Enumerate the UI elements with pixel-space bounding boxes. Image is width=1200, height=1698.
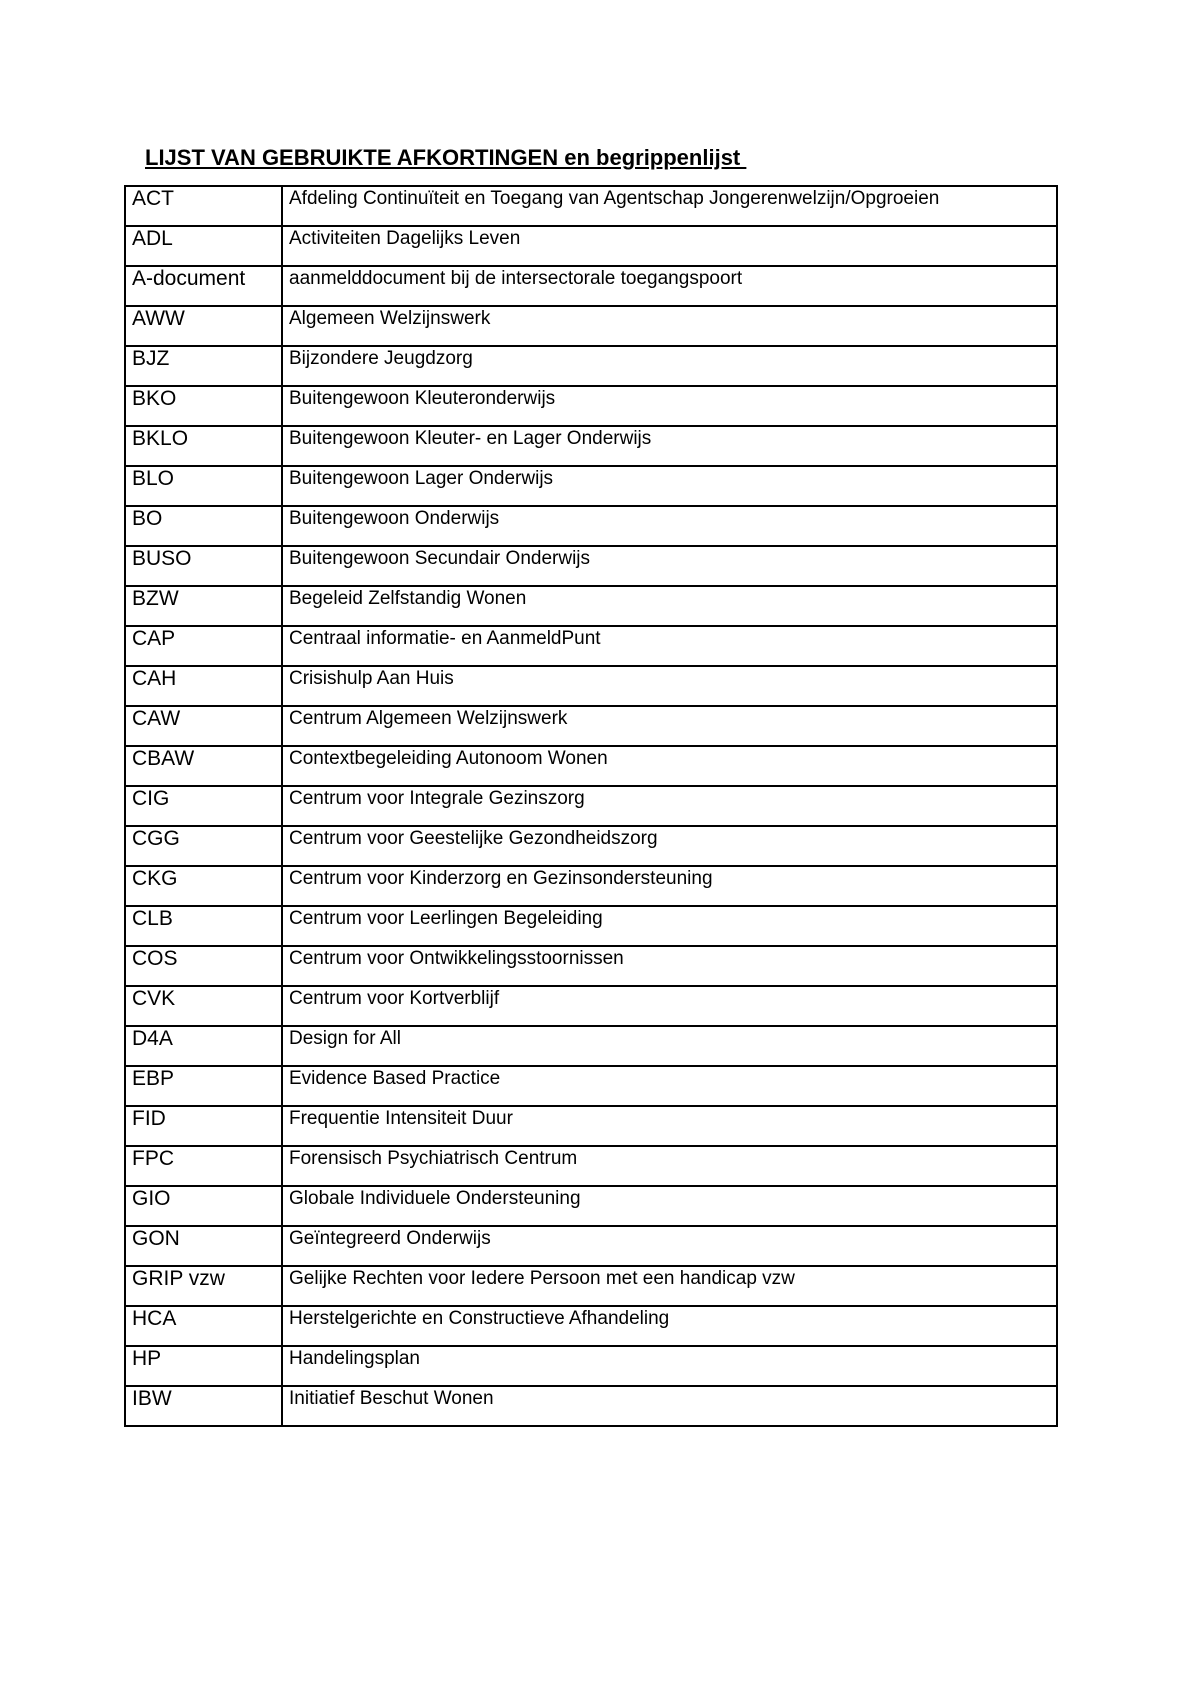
table-row (125, 666, 1057, 706)
table-row (125, 1146, 1057, 1186)
table-row (125, 386, 1057, 426)
abbreviation-cell: CVK (125, 986, 282, 1026)
abbreviation-table (124, 185, 1058, 1427)
table-row (125, 786, 1057, 826)
abbreviation-cell: ACT (125, 186, 282, 226)
meaning-cell: Design for All (282, 1026, 1057, 1066)
meaning-cell: Evidence Based Practice (282, 1066, 1057, 1106)
abbreviation-cell: CAP (125, 626, 282, 666)
abbreviation-cell: FPC (125, 1146, 282, 1186)
table-row (125, 946, 1057, 986)
meaning-cell: Buitengewoon Lager Onderwijs (282, 466, 1057, 506)
abbreviation-cell: BJZ (125, 346, 282, 386)
abbreviation-cell: IBW (125, 1386, 282, 1426)
meaning-cell: Frequentie Intensiteit Duur (282, 1106, 1057, 1146)
page-title: LIJST VAN GEBRUIKTE AFKORTINGEN en begrippenlijst (145, 145, 747, 170)
table-row (125, 186, 1057, 226)
table-row (125, 1186, 1057, 1226)
meaning-cell: Globale Individuele Ondersteuning (282, 1186, 1057, 1226)
abbreviation-cell: COS (125, 946, 282, 986)
abbreviation-cell: BKLO (125, 426, 282, 466)
abbreviation-cell: HP (125, 1346, 282, 1386)
table-row (125, 426, 1057, 466)
table-row (125, 1106, 1057, 1146)
meaning-cell: Buitengewoon Kleuter- en Lager Onderwijs (282, 426, 1057, 466)
table-row (125, 1306, 1057, 1346)
table-row (125, 746, 1057, 786)
table-row (125, 546, 1057, 586)
abbreviation-cell: ADL (125, 226, 282, 266)
table-row (125, 306, 1057, 346)
abbreviation-cell: CLB (125, 906, 282, 946)
abbreviation-cell: CAH (125, 666, 282, 706)
table-row (125, 986, 1057, 1026)
meaning-cell: Gelijke Rechten voor Iedere Persoon met een handicap vzw (282, 1266, 1057, 1306)
abbreviation-cell: BLO (125, 466, 282, 506)
meaning-cell: Afdeling Continuïteit en Toegang van Agentschap Jongerenwelzijn/Opgroeien (282, 186, 1057, 226)
meaning-cell: Centraal informatie- en AanmeldPunt (282, 626, 1057, 666)
table-row (125, 1066, 1057, 1106)
abbreviation-cell: BZW (125, 586, 282, 626)
table-row (125, 826, 1057, 866)
meaning-cell: Crisishulp Aan Huis (282, 666, 1057, 706)
meaning-cell: Centrum voor Leerlingen Begeleiding (282, 906, 1057, 946)
meaning-cell: Centrum voor Kortverblijf (282, 986, 1057, 1026)
meaning-cell: Handelingsplan (282, 1346, 1057, 1386)
abbreviation-cell: CBAW (125, 746, 282, 786)
abbreviation-cell: EBP (125, 1066, 282, 1106)
table-row (125, 1266, 1057, 1306)
abbreviation-cell: HCA (125, 1306, 282, 1346)
meaning-cell: Begeleid Zelfstandig Wonen (282, 586, 1057, 626)
meaning-cell: Centrum voor Geestelijke Gezondheidszorg (282, 826, 1057, 866)
table-row (125, 866, 1057, 906)
abbreviation-cell: CKG (125, 866, 282, 906)
abbreviation-cell: FID (125, 1106, 282, 1146)
abbreviation-cell: D4A (125, 1026, 282, 1066)
abbreviation-cell: BUSO (125, 546, 282, 586)
abbreviation-cell: BKO (125, 386, 282, 426)
table-row (125, 906, 1057, 946)
abbreviation-cell: GIO (125, 1186, 282, 1226)
abbreviation-cell: CAW (125, 706, 282, 746)
meaning-cell: Buitengewoon Onderwijs (282, 506, 1057, 546)
meaning-cell: Centrum Algemeen Welzijnswerk (282, 706, 1057, 746)
meaning-cell: aanmelddocument bij de intersectorale toegangspoort (282, 266, 1057, 306)
abbreviation-cell: GON (125, 1226, 282, 1266)
meaning-cell: Activiteiten Dagelijks Leven (282, 226, 1057, 266)
table-row (125, 586, 1057, 626)
abbreviation-cell: AWW (125, 306, 282, 346)
table-row (125, 626, 1057, 666)
table-row (125, 506, 1057, 546)
meaning-cell: Contextbegeleiding Autonoom Wonen (282, 746, 1057, 786)
meaning-cell: Centrum voor Ontwikkelingsstoornissen (282, 946, 1057, 986)
meaning-cell: Bijzondere Jeugdzorg (282, 346, 1057, 386)
meaning-cell: Buitengewoon Kleuteronderwijs (282, 386, 1057, 426)
table-row (125, 1226, 1057, 1266)
meaning-cell: Buitengewoon Secundair Onderwijs (282, 546, 1057, 586)
abbreviation-cell: A-document (125, 266, 282, 306)
meaning-cell: Herstelgerichte en Constructieve Afhandeling (282, 1306, 1057, 1346)
table-row (125, 1346, 1057, 1386)
meaning-cell: Initiatief Beschut Wonen (282, 1386, 1057, 1426)
meaning-cell: Algemeen Welzijnswerk (282, 306, 1057, 346)
abbreviation-cell: GRIP vzw (125, 1266, 282, 1306)
table-row (125, 1386, 1057, 1426)
table-row (125, 706, 1057, 746)
table-row (125, 466, 1057, 506)
meaning-cell: Forensisch Psychiatrisch Centrum (282, 1146, 1057, 1186)
abbreviation-table-body (125, 186, 1057, 1426)
meaning-cell: Centrum voor Kinderzorg en Gezinsondersteuning (282, 866, 1057, 906)
abbreviation-cell: CGG (125, 826, 282, 866)
meaning-cell: Centrum voor Integrale Gezinszorg (282, 786, 1057, 826)
table-row (125, 226, 1057, 266)
table-row (125, 346, 1057, 386)
abbreviation-cell: BO (125, 506, 282, 546)
table-row (125, 1026, 1057, 1066)
table-row (125, 266, 1057, 306)
meaning-cell: Geïntegreerd Onderwijs (282, 1226, 1057, 1266)
abbreviation-cell: CIG (125, 786, 282, 826)
